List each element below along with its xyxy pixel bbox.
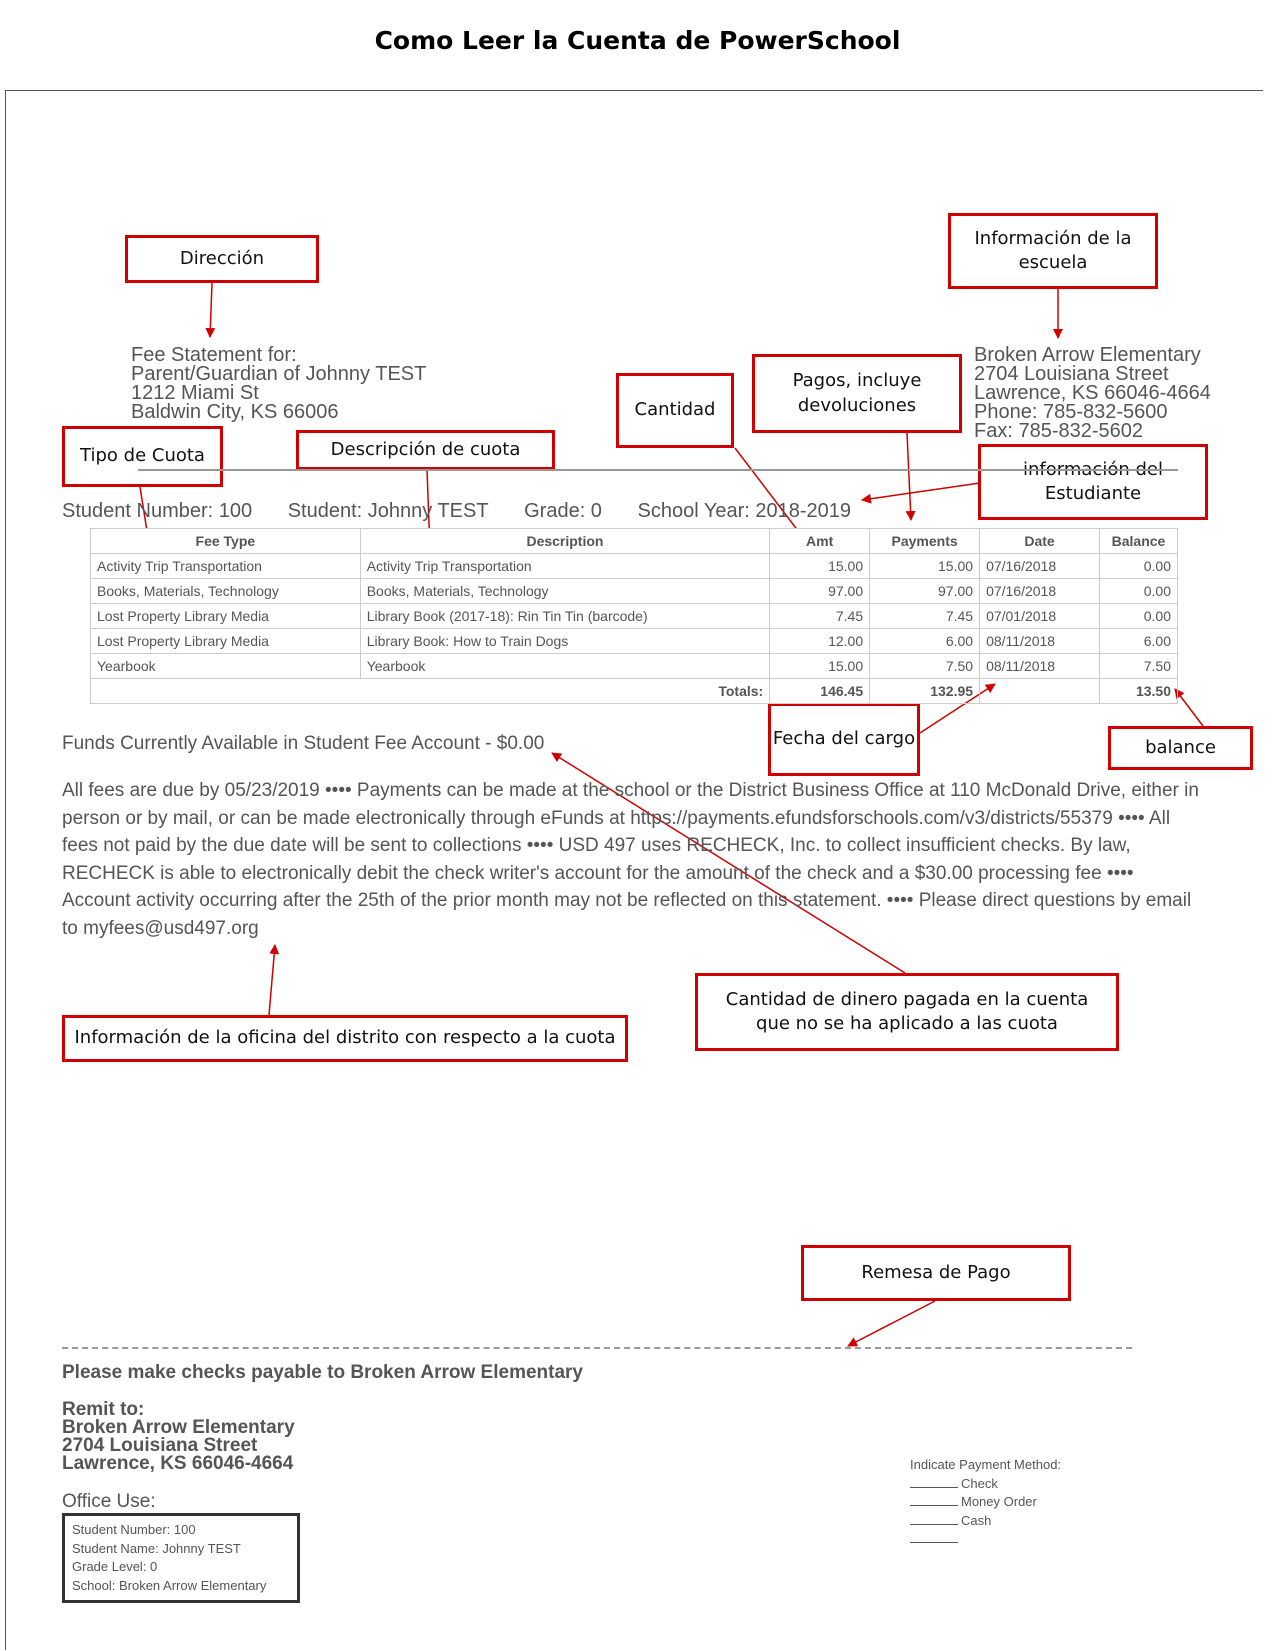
callout-fecha-cargo: Fecha del cargo bbox=[768, 703, 920, 776]
school-address bbox=[974, 346, 1211, 441]
cell-amt: 15.00 bbox=[770, 654, 870, 679]
cell-description: Activity Trip Transportation bbox=[360, 554, 769, 579]
school-year: School Year: 2018-2019 bbox=[637, 500, 852, 522]
cell-description: Library Book (2017-18): Rin Tin Tin (barcode) bbox=[360, 604, 769, 629]
school-line-1: Broken Arrow Elementary bbox=[974, 344, 1201, 366]
callout-cantidad: Cantidad bbox=[616, 373, 734, 448]
callout-info-estudiante: información del Estudiante bbox=[978, 444, 1208, 520]
header-fee-type: Fee Type bbox=[91, 529, 361, 554]
school-line-4: Phone: 785-832-5600 bbox=[974, 401, 1168, 423]
cell-balance: 7.50 bbox=[1100, 654, 1178, 679]
payment-option-cash: Cash bbox=[910, 1512, 1061, 1531]
total-amt: 146.45 bbox=[770, 679, 870, 704]
cell-date: 07/16/2018 bbox=[980, 579, 1100, 604]
cell-date: 08/11/2018 bbox=[980, 654, 1100, 679]
total-date-empty bbox=[980, 679, 1100, 704]
header-amt: Amt bbox=[770, 529, 870, 554]
tear-line bbox=[62, 1347, 1132, 1349]
arrow-balance bbox=[1175, 689, 1203, 726]
cell-date: 07/16/2018 bbox=[980, 554, 1100, 579]
remit-label: Remit to: bbox=[62, 1399, 145, 1420]
header-description: Description bbox=[360, 529, 769, 554]
cell-payments: 7.45 bbox=[870, 604, 980, 629]
cell-payments: 97.00 bbox=[870, 579, 980, 604]
payment-method bbox=[910, 1456, 1061, 1549]
callout-balance: balance bbox=[1108, 726, 1253, 770]
cell-balance: 0.00 bbox=[1100, 579, 1178, 604]
table-row bbox=[91, 629, 1178, 654]
callout-direccion: Dirección bbox=[125, 235, 319, 283]
arrow-cantidad bbox=[735, 448, 805, 540]
cell-payments: 6.00 bbox=[870, 629, 980, 654]
cell-fee-type: Lost Property Library Media bbox=[91, 629, 361, 654]
cell-balance: 0.00 bbox=[1100, 554, 1178, 579]
student-name: Student: Johnny TEST bbox=[287, 500, 489, 522]
address-line-2: Parent/Guardian of Johnny TEST bbox=[131, 363, 427, 385]
cell-fee-type: Yearbook bbox=[91, 654, 361, 679]
address-line-3: 1212 Miami St bbox=[131, 382, 259, 404]
header-date: Date bbox=[980, 529, 1100, 554]
remit-line-1: Broken Arrow Elementary bbox=[62, 1417, 295, 1438]
remit-line-3: Lawrence, KS 66046-4664 bbox=[62, 1453, 294, 1474]
table-row bbox=[91, 654, 1178, 679]
payable-to: Please make checks payable to Broken Arrow Elementary bbox=[62, 1362, 583, 1383]
cell-fee-type: Books, Materials, Technology bbox=[91, 579, 361, 604]
school-line-5: Fax: 785-832-5602 bbox=[974, 420, 1144, 442]
fee-notes: All fees are due by 05/23/2019 •••• Payments can be made at the school or the District Business Office at 110 McDonald Drive, either in person or by mail, or can be made electronically through eFunds at https://payments.efundsforschools.com/v3/districts/55379 •••• All fees not paid by the due date will be sent to collections •••• USD 497 uses RECHECK, Inc. to collect insufficient checks. By law, RECHECK is able to electronically debit the check writer's account for the amount of the check and a $30.00 processing fee •••• Account activity occurring after the 25th of the prior month may not be reflected on this statement. •••• Please direct questions by email to myfees@usd497.org bbox=[62, 780, 1199, 939]
table-row bbox=[91, 554, 1178, 579]
cell-description: Library Book: How to Train Dogs bbox=[360, 629, 769, 654]
cell-fee-type: Activity Trip Transportation bbox=[91, 554, 361, 579]
student-grade: Grade: 0 bbox=[524, 500, 602, 522]
payment-option-other bbox=[910, 1530, 1061, 1549]
payment-option-check: Check bbox=[910, 1475, 1061, 1494]
cell-amt: 12.00 bbox=[770, 629, 870, 654]
address-line-1: Fee Statement for: bbox=[131, 344, 297, 366]
table-header-row bbox=[91, 529, 1178, 554]
cell-description: Books, Materials, Technology bbox=[360, 579, 769, 604]
total-payments: 132.95 bbox=[870, 679, 980, 704]
cell-balance: 0.00 bbox=[1100, 604, 1178, 629]
callout-remesa: Remesa de Pago bbox=[801, 1245, 1071, 1301]
header-payments: Payments bbox=[870, 529, 980, 554]
school-line-2: 2704 Louisiana Street bbox=[974, 363, 1169, 385]
cell-balance: 6.00 bbox=[1100, 629, 1178, 654]
office-use-box bbox=[62, 1513, 300, 1603]
cell-date: 08/11/2018 bbox=[980, 629, 1100, 654]
cell-payments: 15.00 bbox=[870, 554, 980, 579]
table-row bbox=[91, 604, 1178, 629]
office-line-3: Grade Level: 0 bbox=[72, 1559, 158, 1574]
header-balance: Balance bbox=[1100, 529, 1178, 554]
callout-pagos: Pagos, incluye devoluciones bbox=[752, 354, 962, 433]
funds-available: Funds Currently Available in Student Fee Account - $0.00 bbox=[62, 733, 545, 754]
cell-description: Yearbook bbox=[360, 654, 769, 679]
cell-date: 07/01/2018 bbox=[980, 604, 1100, 629]
separator-line bbox=[138, 469, 1178, 471]
cell-fee-type: Lost Property Library Media bbox=[91, 604, 361, 629]
callout-info-oficina: Información de la oficina del distrito con respecto a la cuota bbox=[62, 1015, 628, 1062]
payment-option-money-order: Money Order bbox=[910, 1493, 1061, 1512]
table-row bbox=[91, 579, 1178, 604]
office-line-1: Student Number: 100 bbox=[72, 1522, 196, 1537]
totals-row bbox=[91, 679, 1178, 704]
page-title: Como Leer la Cuenta de PowerSchool bbox=[374, 26, 901, 55]
arrow-info-oficina bbox=[269, 945, 275, 1015]
cell-amt: 15.00 bbox=[770, 554, 870, 579]
school-line-3: Lawrence, KS 66046-4664 bbox=[974, 382, 1211, 404]
office-line-4: School: Broken Arrow Elementary bbox=[72, 1577, 267, 1593]
cell-payments: 7.50 bbox=[870, 654, 980, 679]
student-number: Student Number: 100 bbox=[62, 500, 253, 522]
office-line-2: Student Name: Johnny TEST bbox=[72, 1540, 241, 1556]
payment-method-label: Indicate Payment Method: bbox=[910, 1457, 1062, 1472]
callout-info-escuela: Información de la escuela bbox=[948, 213, 1158, 289]
callout-descripcion-cuota: Descripción de cuota bbox=[296, 430, 555, 470]
remit-to bbox=[62, 1401, 295, 1473]
totals-label: Totals: bbox=[91, 679, 770, 704]
cell-amt: 7.45 bbox=[770, 604, 870, 629]
remit-line-2: 2704 Louisiana Street bbox=[62, 1435, 258, 1456]
arrow-pagos bbox=[907, 433, 911, 520]
callout-cantidad-dinero: Cantidad de dinero pagada en la cuenta que no se ha aplicado a las cuota bbox=[695, 973, 1119, 1051]
student-info bbox=[62, 500, 881, 523]
callout-tipo-cuota: Tipo de Cuota bbox=[62, 426, 223, 487]
arrow-direccion bbox=[210, 283, 212, 337]
address-line-4: Baldwin City, KS 66006 bbox=[131, 401, 339, 423]
office-use-label: Office Use: bbox=[62, 1491, 156, 1512]
guardian-address bbox=[131, 346, 426, 422]
arrow-remesa bbox=[848, 1301, 935, 1346]
cell-amt: 97.00 bbox=[770, 579, 870, 604]
total-balance: 13.50 bbox=[1100, 679, 1178, 704]
arrow-info-estudiante bbox=[862, 483, 980, 500]
fees-table bbox=[90, 528, 1178, 704]
